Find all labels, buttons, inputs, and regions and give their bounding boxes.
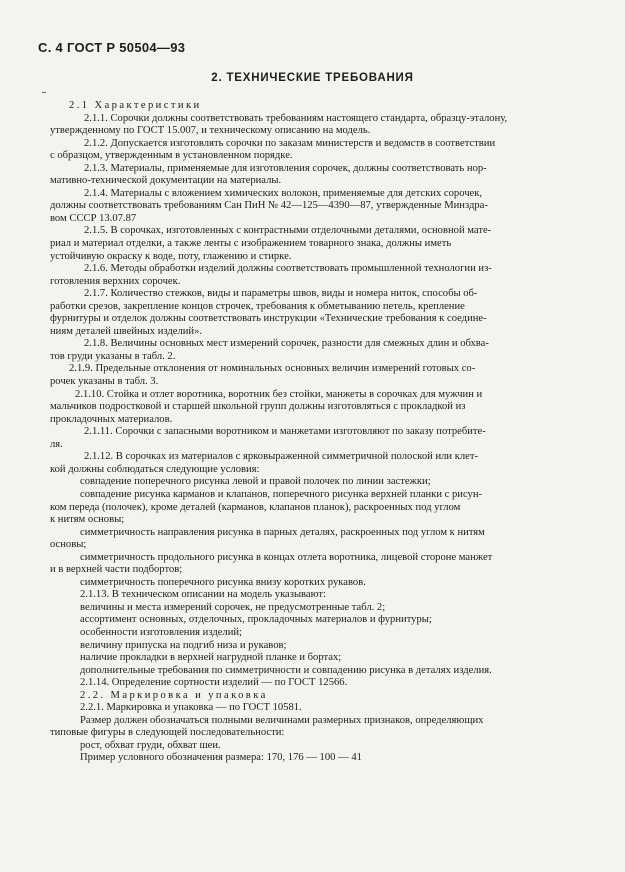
text-line: риал и материал отделки, а также ленты с изображением товарного знака, должны иметь (50, 238, 452, 250)
text-line: 2.1.7. Количество стежков, виды и параметры швов, виды и номера ниток, способы об- (84, 288, 478, 300)
text-line: 2.2. Маркировка и упаковка (80, 689, 268, 701)
text-line: симметричность продольного рисунка в концах отлета воротника, лицевой стороне манжет (80, 551, 493, 563)
text-line: 2.1.10. Стойка и отлет воротника, воротник без стойки, манжеты в сорочках для мужчин и (75, 388, 483, 400)
text-line: вом СССР 13.07.87 (50, 212, 137, 224)
text-line: 2.1.3. Материалы, применяемые для изготовления сорочек, должны соответствовать нор- (84, 162, 487, 174)
page-header: С. 4 ГОСТ Р 50504—93 (38, 40, 186, 55)
text-line: 2.1.11. Сорочки с запасными воротником и манжетами изготовляют по заказу потребите- (84, 426, 486, 438)
text-line: устойчивую окраску к воде, поту, глажению и стирке. (50, 250, 292, 262)
text-line: 2.1.6. Методы обработки изделий должны соответствовать промышленной технологии из- (84, 263, 492, 275)
text-line: 2.1.14. Определение сортности изделий — по ГОСТ 12566. (80, 677, 348, 689)
text-line: с образцом, утвержденным в установленном порядке. (50, 150, 293, 162)
text-line: наличие прокладки в верхней нагрудной планке и бортах; (80, 652, 342, 664)
text-line: и в верхней части подбортов; (50, 564, 183, 576)
text-line: фурнитуры и отделок должны соответствовать инструкции «Технические требования к соедине- (50, 313, 487, 325)
text-line: 2.1.5. В сорочках, изготовленных с контрастными отделочными деталями, основной мате- (84, 225, 492, 237)
text-line: рочек указаны в табл. 3. (50, 376, 159, 388)
text-line: 2.1.8. Величины основных мест измерений сорочек, разности для смежных длин и обхва- (84, 338, 489, 350)
section-title: 2. ТЕХНИЧЕСКИЕ ТРЕБОВАНИЯ (211, 72, 414, 84)
text-line: 2.1.12. В сорочках из материалов с ярковыраженной симметричной полоской или клет- (84, 451, 479, 463)
text-line: ля. (50, 438, 63, 450)
text-line: работки срезов, закрепление концов строчек, требования к обметыванию петель, крепление (50, 300, 465, 312)
text-line: ком переда (полочек), кроме деталей (карманов, клапанов планок), раскроенных под углом (50, 501, 461, 513)
text-line: к нитям основы; (50, 514, 125, 526)
text-line: величины и места измерений сорочек, не предусмотренные табл. 2; (80, 601, 386, 613)
text-line: Размер должен обозначаться полными величинами размерных признаков, определяющих (80, 714, 484, 726)
text-line: утвержденному по ГОСТ 15.007, и техническому описанию на модель. (50, 125, 371, 137)
text-line: 2.1.4. Материалы с вложением химических волокон, применяемые для детских сорочек, (84, 187, 483, 199)
text-line: Пример условного обозначения размера: 170, 176 — 100 — 41 (80, 752, 362, 764)
text-line: основы; (50, 539, 87, 551)
text-line: рост, обхват груди, обхват шеи. (80, 739, 221, 751)
text-line: симметричность поперечного рисунка внизу коротких рукавов. (80, 576, 366, 588)
text-line: 2.1.9. Предельные отклонения от номинальных основных величин измерений готовых со- (69, 363, 476, 375)
text-line: ниям деталей швейных изделий». (50, 325, 203, 337)
text-line: 2.1 Характеристики (69, 100, 202, 111)
text-line: совпадение рисунка карманов и клапанов, поперечного рисунка верхней планки с рисун- (80, 488, 483, 500)
text-line: мальчиков подростковой и старшей школьной групп должны изготовляться с прокладкой из (50, 401, 466, 413)
text-line: прокладочных материалов. (50, 413, 173, 425)
text-line: 2.1.2. Допускается изготовлять сорочки по заказам министерств и ведомств в соответствии (84, 137, 496, 149)
text-line: мативно-технической документации на материалы. (50, 175, 282, 187)
text-line: 2.1.1. Сорочки должны соответствовать требованиям настоящего стандарта, образцу-эталону, (84, 112, 508, 124)
text-line: 2.1.13. В техническом описании на модель указывают: (80, 589, 326, 601)
text-line: совпадение поперечного рисунка левой и правой полочек по линии застежки; (80, 476, 431, 488)
scan-mark (42, 92, 46, 93)
section-body (50, 100, 590, 765)
text-line: должны соответствовать требованиям Сан ПиН № 42—125—4390—87, утвержденные Минздра- (50, 200, 488, 212)
text-line: ассортимент основных, отделочных, прокладочных материалов и фурнитуры; (80, 614, 432, 626)
text-line: типовые фигуры в следующей последовательности: (50, 727, 285, 739)
text-line: 2.2.1. Маркировка и упаковка — по ГОСТ 10581. (80, 702, 302, 714)
text-line: дополнительные требования по симметричности и совпадению рисунка в деталях изделия. (80, 664, 492, 676)
text-line: особенности изготовления изделий; (80, 626, 242, 638)
text-line: кой должны соблюдаться следующие условия: (50, 463, 260, 475)
text-line: величину припуска на подгиб низа и рукавов; (80, 639, 287, 651)
text-line: тов груди указаны в табл. 2. (50, 350, 176, 362)
text-line: симметричность направления рисунка в парных деталях, раскроенных под углом к нитям (80, 526, 485, 538)
text-line: готовления верхних сорочек. (50, 275, 181, 287)
